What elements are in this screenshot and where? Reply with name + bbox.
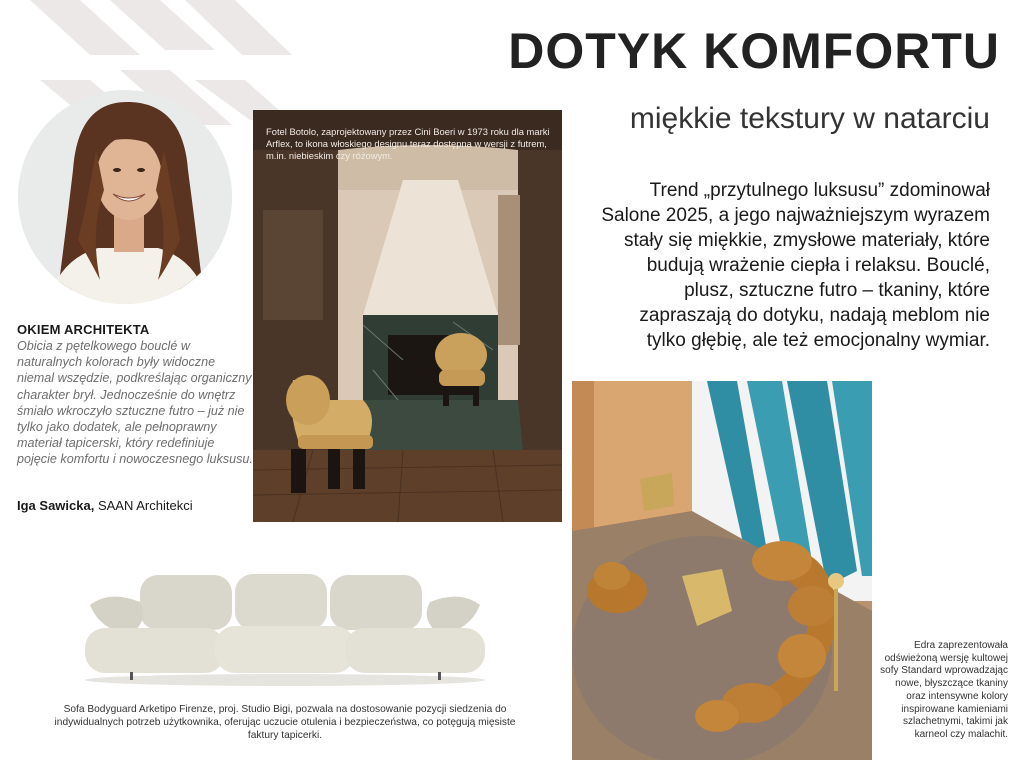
architect-heading: OKIEM ARCHITEKTA (17, 322, 150, 337)
architect-portrait (18, 90, 232, 304)
edra-caption: Edra zaprezentowała odświeżoną wersję kultowej sofy Standard wprowadzając nowe, błyszczące tkaniny oraz intensywne kolory inspirowane kamieniami szlachetnymi, takimi jak karneol czy malachit. (880, 640, 1008, 740)
portrait-photo-icon (18, 90, 232, 304)
edra-sofa-photo (572, 381, 872, 760)
armchair-photo-icon (253, 110, 562, 522)
lead-paragraph: Trend „przytulnego luksusu” zdominował Salone 2025, a jego najważniejszym wyrazem stały się miękkie, zmysłowe materiały, które budują wrażenie ciepła i relaksu. Bouclé, plusz, sztuczne futro – tkaniny, które zapraszają do dotyku, nadają meblom nie tylko głębię, ale też emocjonalny wymiar. (601, 180, 990, 351)
curved-sofa-photo-icon (572, 381, 872, 760)
page-subtitle: miękkie tekstury w natarciu (629, 102, 990, 135)
page-title: DOTYK KOMFORTU (508, 23, 1000, 79)
botolo-caption: Fotel Botolo, zaprojektowany przez Cini Boeri w 1973 roku dla marki Arflex, to ikona włoskiego designu teraz dostępna w wersji z futrem, m.in. niebieskim czy różowym. (266, 126, 550, 161)
architect-name: Iga Sawicka, (17, 498, 95, 513)
bodyguard-sofa-photo (70, 560, 500, 690)
botolo-armchair-photo (253, 110, 562, 522)
sofa-caption: Sofa Bodyguard Arketipo Firenze, proj. Studio Bigi, pozwala na dostosowanie pozycji siedzenia do indywidualnych potrzeb użytkownika, oferując uczucie otulenia i bezpieczeństwa, co potęgują mięsiste faktury tapicerki. (54, 704, 516, 742)
architect-quote: Obicia z pętelkowego bouclé w naturalnych kolorach były widoczne niemal wszędzie, podkreślając organiczny charakter brył. Jednocześnie do wnętrz śmiało wkroczyło sztuczne futro – już nie tylko jako dodatek, ale pełnoprawny materiał tapicerski, który redefiniuje pojęcie komfortu i nowoczesnego luksusu. (17, 339, 253, 467)
architect-signature (17, 498, 193, 513)
architect-company: SAAN Architekci (94, 498, 193, 513)
